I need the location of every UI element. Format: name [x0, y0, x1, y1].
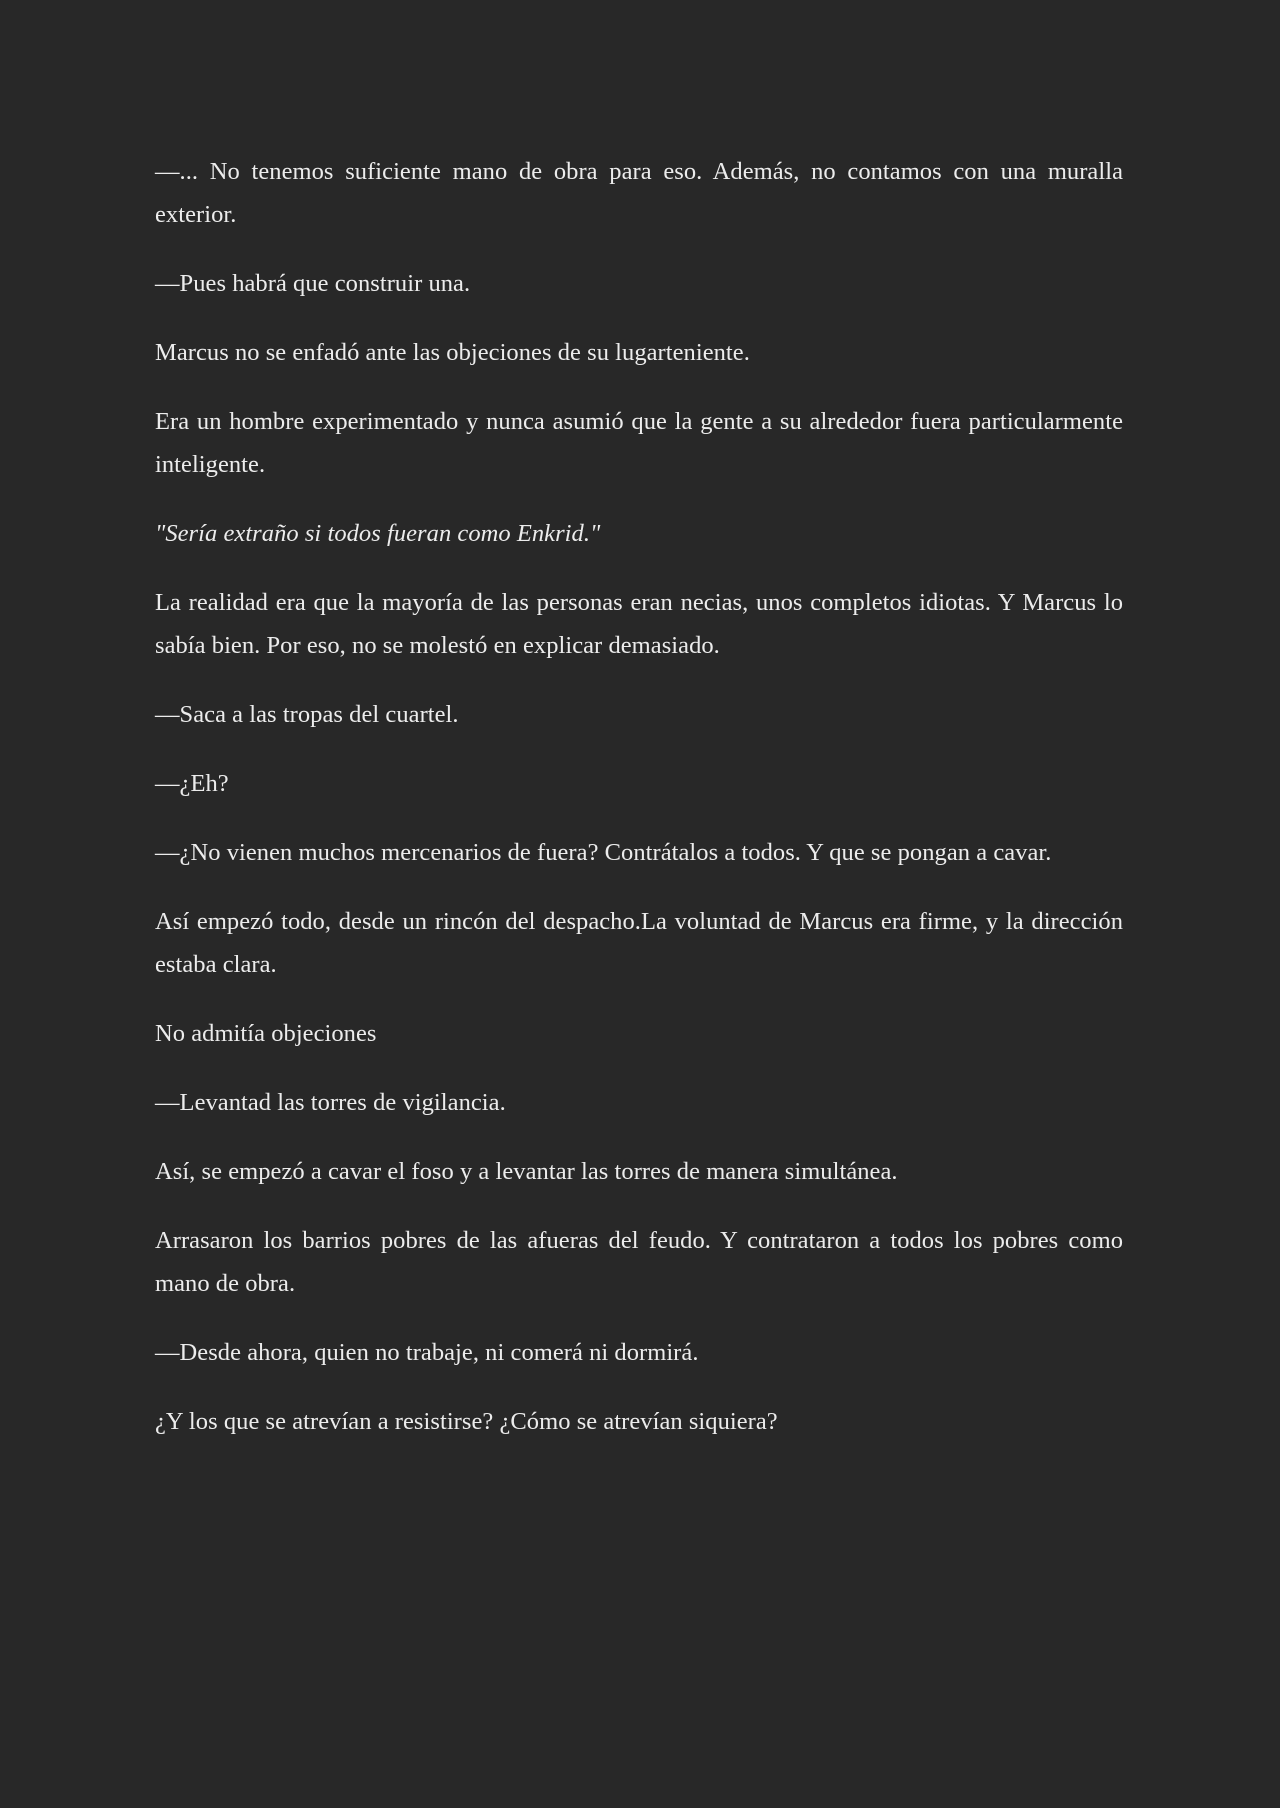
paragraph: Así empezó todo, desde un rincón del despacho.La voluntad de Marcus era firme, y la dirección estaba clara. — [155, 908, 1123, 978]
paragraph: —Desde ahora, quien no trabaje, ni comerá ni dormirá. — [155, 1339, 699, 1366]
paragraph: —Pues habrá que construir una. — [155, 270, 471, 297]
paragraph: —Levantad las torres de vigilancia. — [155, 1089, 506, 1116]
paragraph: Era un hombre experimentado y nunca asumió que la gente a su alrededor fuera particularmente inteligente. — [155, 408, 1123, 478]
paragraph: ¿Y los que se atrevían a resistirse? ¿Cómo se atrevían siquiera? — [155, 1408, 778, 1435]
paragraph: —¿No vienen muchos mercenarios de fuera? Contrátalos a todos. Y que se pongan a cavar. — [155, 839, 1052, 866]
paragraph: —Saca a las tropas del cuartel. — [155, 701, 459, 728]
paragraph: Así, se empezó a cavar el foso y a levantar las torres de manera simultánea. — [155, 1158, 898, 1185]
paragraph: "Sería extraño si todos fueran como Enkrid." — [155, 520, 601, 547]
paragraph: No admitía objeciones — [155, 1020, 377, 1047]
paragraph: Arrasaron los barrios pobres de las afueras del feudo. Y contrataron a todos los pobres como mano de obra. — [155, 1227, 1123, 1297]
paragraph: —¿Eh? — [155, 770, 229, 797]
paragraph: Marcus no se enfadó ante las objeciones de su lugarteniente. — [155, 339, 750, 366]
paragraph: La realidad era que la mayoría de las personas eran necias, unos completos idiotas. Y Marcus lo sabía bien. Por eso, no se molestó en explicar demasiado. — [155, 589, 1123, 659]
paragraph: —... No tenemos suficiente mano de obra para eso. Además, no contamos con una muralla exterior. — [155, 158, 1123, 228]
